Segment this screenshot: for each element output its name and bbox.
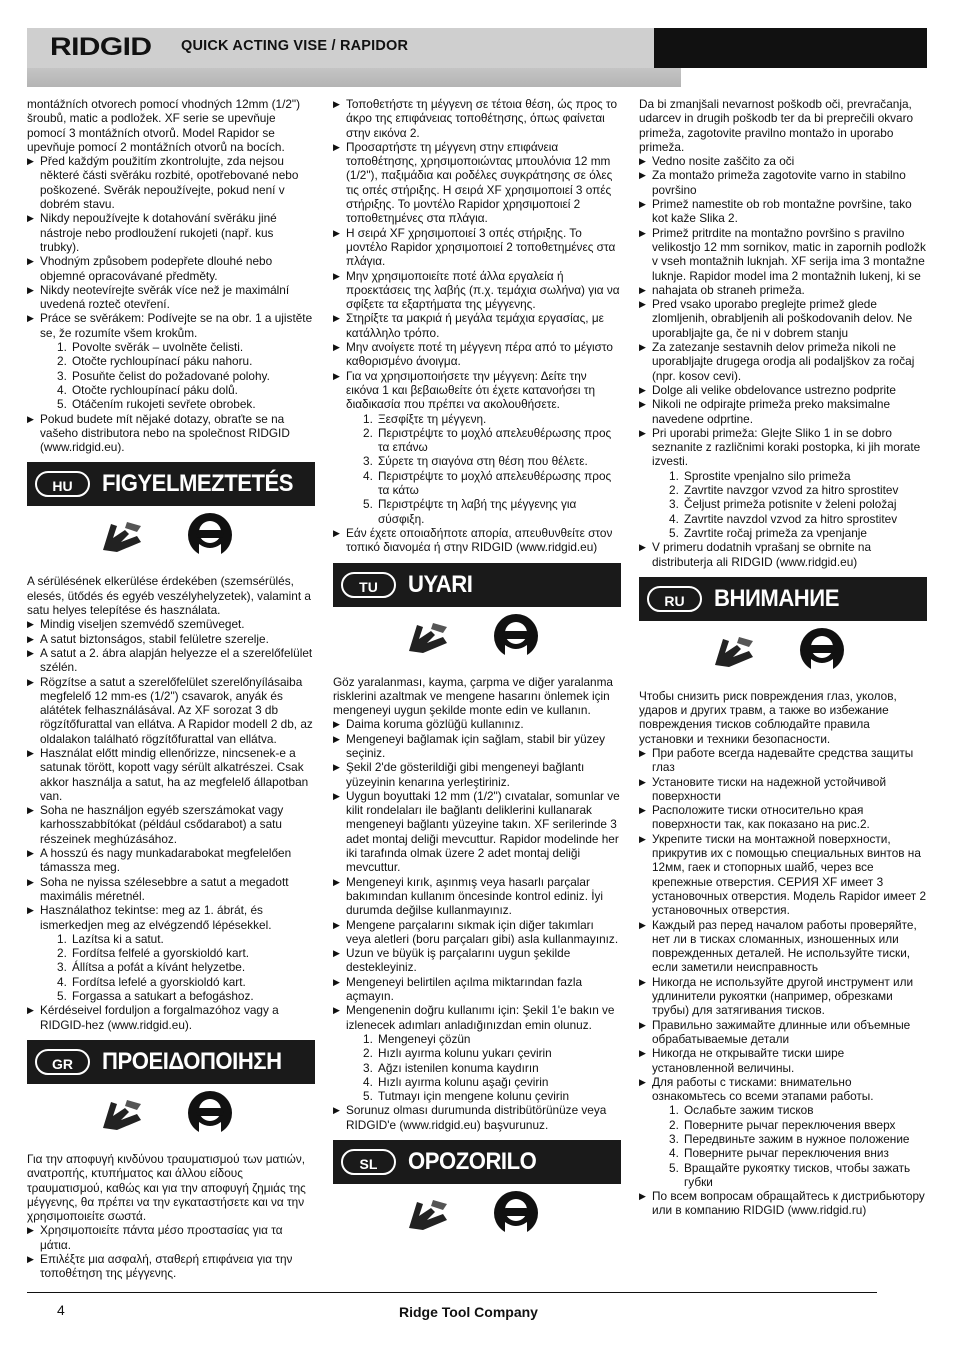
tu-warning-header [333, 563, 621, 607]
bullet-item: ▶ Uygun boyuttaki 12 mm (1/2") cıvatalar, somunlar ve kilit rondelaları ile bağlantı deliklerini kullanarak mengeneyi bağlantı yüzeyine takın. XF serilerinde 3 adet montaj deliği mevcuttur. Rapidor modelinde her iki tarafında olmak üzere 2 adet montaj deliği mevcuttur. [333, 789, 621, 875]
bullet-item: ▶ Primež namestite ob rob montažne površine, tako kot kaže Slika 2. [639, 197, 927, 226]
step-item: Поверните рычаг переключения вверх [684, 1117, 896, 1132]
bullet-item: ▶ Primež pritrdite na montažno površino s pravilno velikostjo 12 mm sornikov, matic in zapornih podložk v vseh montažnih luknjah. XF serija ima 3 montažne luknje. Rapidor model ima 2 montažnih lukenj, ki se [639, 226, 927, 283]
step-item: Tutmayı için mengene kolunu çevirin [378, 1089, 570, 1104]
step-item: Fordítsa felfelé a gyorskioldó kart. [72, 946, 250, 961]
step-item: Zavrtite ročaj primeža za vpenjanje [684, 525, 867, 540]
cz-continuation: montážních otvorech pomocí vhodných 12mm (1/2") šroubů, matic a podložek. XF serie se upevňuje pomocí 3 montážních otvorů. Model Rapidor se upevňuje pomocí 2 montážních otvorů na bocích. [27, 97, 301, 154]
step-item: Περιστρέψτε τη λαβή της μέγγενης για σύσφιξη. [378, 497, 577, 526]
bullet-item: ▶ Vhodným způsobem podepřete dlouhé nebo objemné opracovávané předměty. [27, 254, 315, 283]
bullet-item: ▶ Προσαρτήστε τη μέγγενη στην επιφάνεια τοποθέτησης, χρησιμοποιώντας μπουλόνια 12 mm (1/2"), παξιμάδια και ροδέλες συγκράτησης σε όλες τις οπές στήριξης. Η σειρά XF χρησιμοποιεί 3 οπές στήριξης. Το μοντέλο Rapidor χρησιμοποιεί 2 τοποθετημένες στα πλάγια. [333, 140, 621, 226]
ru-lang-badge: RU [647, 586, 702, 612]
cz-bullets [27, 154, 315, 340]
bullet-item: ▶ Pri uporabi primeža: Glejte Sliko 1 in se dobro seznanite z različnimi koraki postopka, ki jih morate izvesti. [639, 426, 927, 469]
step-item: Sprostite vpenjalno silo primeža [684, 468, 851, 483]
tu-lang-badge: TU [341, 572, 396, 598]
bullet-item: ▶ Nikdy nepoužívejte k dotahování svěráku jiné nástroje nebo prodloužení rukojeti (např. kus trubky). [27, 211, 315, 254]
bullet-item: ▶ Şekil 2'de gösterildiği gibi mengeneyi bağlantı yüzeyinin kenarına yerleştiriniz. [333, 760, 621, 789]
tu-steps [333, 1032, 621, 1103]
header-black-block [654, 28, 927, 68]
step-item: Передвиньте зажим в нужное положение [684, 1132, 910, 1146]
gr-safety-icons [27, 1090, 315, 1148]
bullet-item: ▶ Τοποθετήστε τη μέγγενη σε τέτοια θέση, ώς προς το άκρο της επιφάνειας τοποθέτησης, όπως φαίνεται στην εικόνα 2. [333, 97, 621, 140]
bullet-item: ▶ Mindig viseljen szemvédő szemüveget. [27, 617, 315, 631]
bullet-item: ▶ Установите тиски на надежной устойчивой поверхности [639, 775, 927, 804]
pinch-hazard-icon [403, 1194, 453, 1234]
tu-bullets [333, 717, 621, 1032]
bullet-item: ▶ Μην ανοίγετε ποτέ τη μέγγενη πέρα από το μέγιστο καθορισμένο άνοιγμα. [333, 340, 621, 369]
bullet-item: ▶ Nikoli ne odpirajte primeža preko maksimalne navedene odprtine. [639, 397, 927, 426]
column-1 [27, 97, 315, 1281]
ru-steps [639, 1103, 927, 1189]
step-item: Поверните рычаг переключения вниз [684, 1146, 889, 1161]
tu-last: ▶ Sorunuz olması durumunda distribütörünüze veya RIDGID'e (www.ridgid.eu) başvurunuz. [333, 1103, 621, 1132]
step-item: Ξεσφίξτε τη μέγγενη. [378, 411, 487, 426]
ru-safety-icons [639, 627, 927, 685]
hu-bullets [27, 617, 315, 932]
bullet-item: ▶ nahajata ob straneh primeža. [639, 283, 927, 297]
step-item: Σύρετε τη σιαγόνα στη θέση που θέλετε. [378, 454, 588, 469]
sl-steps [639, 469, 927, 540]
bullet-item: ▶ Soha ne nyissa szélesebbre a satut a megadott maximális méretnél. [27, 875, 315, 904]
footer-company: Ridge Tool Company [399, 1304, 538, 1320]
gr-lang-badge: GR [35, 1049, 90, 1075]
ru-last: ▶ По всем вопросам обращайтесь к дистрибьютору или в компанию RIDGID (www.ridgid.ru) [639, 1189, 927, 1218]
bullet-item: ▶ Rögzítse a satut a szerelőfelület szerelőnyílásaiba megfelelő 12 mm-es (1/2") csavarok, anyák és alátétek felhasználásával. Az XF sorozat 3 db rögzítőfurattal van ellátva. A Rapidor modell 2 db, az oldalakon található rögzítőfurattal van ellátva. [27, 675, 315, 746]
bullet-item: ▶ Mengene parçalarını sıkmak için diğer takımları veya aletleri (boru parçaları gibi) asla kullanmayınız. [333, 918, 621, 947]
bullet-item: ▶ Укрепите тиски на монтажной поверхности, прикрутив их с помощью специальных винтов на 12мм, гаек и стопорных шайб, через все крепежные отверстия. СЕРИЯ XF имеет 3 установочных отверстия. Модель Rapidor имеет 2 установочных отверстия. [639, 832, 927, 918]
bullet-item: ▶ Χρησιμοποιείτε πάντα μέσο προστασίας για τα μάτια. [27, 1223, 315, 1252]
bullet-item: ▶ Vedno nosite zaščito za oči [639, 154, 927, 168]
step-item: Otáčením rukojeti sevřete obrobek. [72, 397, 256, 412]
step-item: Mengeneyi çözün [378, 1031, 471, 1046]
sl-warning-title: OPOZORILO [408, 1148, 537, 1175]
bullet-item: ▶ Никогда не используйте другой инструмент или удлинители рукоятки (например, обрезками трубы) для затягивания тисков. [639, 975, 927, 1018]
tu-warning-title: UYARI [408, 570, 473, 598]
bullet-item: ▶ Mengeneyi belirtilen açılma miktarından fazla açmayın. [333, 975, 621, 1004]
sl-safety-icons [333, 1190, 621, 1248]
step-item: Otočte rychloupínací páku nahoru. [72, 354, 253, 369]
footer-rule [27, 1292, 877, 1293]
bullet-item: ▶ A hosszú és nagy munkadarabokat megfelelően támassza meg. [27, 846, 315, 875]
bullet-item: ▶ Před každým použitím zkontrolujte, zda nejsou některé části svěráku rozbité, opotřebované nebo poškozené. Svěrák nepoužívejte, pokud není v dobrém stavu. [27, 154, 315, 211]
gr-bullets-1 [27, 1223, 315, 1280]
hu-lang-badge: HU [35, 471, 90, 497]
step-item: Περιστρέψτε το μοχλό απελευθέρωσης προς τα κάτω [378, 468, 612, 498]
pinch-hazard-icon [403, 617, 453, 657]
ru-warning-title: ВНИМАНИЕ [714, 584, 839, 612]
header-title: QUICK ACTING VISE / RAPIDOR [181, 38, 409, 54]
hu-steps [27, 932, 315, 1003]
bullet-item: ▶ Правильно зажимайте длинные или объемные обрабатываемые детали [639, 1018, 927, 1047]
bullet-item: ▶ Uzun ve büyük iş parçalarını uygun şekilde destekleyiniz. [333, 946, 621, 975]
step-item: Вращайте рукоятку тисков, чтобы зажать губки [684, 1160, 911, 1189]
hu-warning-title: FIGYELMEZTETÉS [102, 470, 294, 498]
pinch-hazard-icon [97, 516, 147, 556]
gr-last: ▶ Εάν έχετε οποιαδήποτε απορία, απευθυνθείτε στον τοπικό διανομέα ή στην RIDGID (www.ridgid.eu) [333, 526, 621, 555]
gr-intro: Για την αποφυγή κινδύνου τραυματισμού των ματιών, ανατροπής, κτυπήματος και άλλου είδους τραυματισμού, καθώς και για την αποφυγή ζημιάς της μέγγενης, θα πρέπει να την εγκαταστήσετε και να την χρησιμοποιείτε σωστά. [27, 1151, 306, 1224]
ru-intro: Чтобы снизить риск повреждения глаз, уколов, ударов и других травм, а также во избежание повреждения тисков соблюдайте правила установки и техники безопасности. [639, 688, 897, 746]
gr-bullets-2 [333, 97, 621, 412]
bullet-item: ▶ Никогда не открывайте тиски шире установленной величины. [639, 1046, 927, 1075]
bullet-item: ▶ A satut a 2. ábra alapján helyezze el a szerelőfelület szélén. [27, 646, 315, 675]
step-item: Fordítsa lefelé a gyorskioldó kart. [72, 974, 246, 989]
cz-steps [27, 340, 315, 411]
step-item: Περιστρέψτε το μοχλό απελευθέρωσης προς τα επάνω [378, 425, 612, 455]
sl-intro: Da bi zmanjšali nevarnost poškodb oči, prevračanja, udarcev in drugih poškodb ter da bi preprečili okvaro primeža, zagotovite pravilno montažo in uporabo primeža. [639, 97, 914, 154]
gr-warning-header [27, 1040, 315, 1084]
bullet-item: ▶ Mengeneyi bağlamak için sağlam, stabil bir yüzey seçiniz. [333, 732, 621, 761]
ridgid-logo: RIDGID [50, 33, 152, 61]
eye-protection-icon [799, 627, 845, 673]
bullet-item: ▶ Za montažo primeža zagotovite varno in stabilno površino [639, 168, 927, 197]
pinch-hazard-icon [709, 631, 759, 671]
bullet-item: ▶ Mengenenin doğru kullanımı için: Şekil 1'e bakın ve izlenecek adımları anladığınızdan emin olunuz. [333, 1003, 621, 1032]
page-number: 4 [57, 1302, 65, 1318]
eye-protection-icon [493, 613, 539, 659]
header-strip [27, 68, 681, 87]
column-3 [639, 97, 927, 1218]
tu-safety-icons [333, 613, 621, 671]
step-item: Posuňte čelist do požadované polohy. [72, 368, 270, 383]
bullet-item: ▶ Каждый раз перед началом работы проверяйте, нет ли в тисках сломанных, изношенных или поврежденных деталей. Не используйте тиски, если заметили неисправность [639, 918, 927, 975]
ru-warning-header [639, 577, 927, 621]
step-item: Állítsa a pofát a kívánt helyzetbe. [72, 960, 246, 975]
bullet-item: ▶ Η σειρά XF χρησιμοποιεί 3 οπές στήριξης. Το μοντέλο Rapidor χρησιμοποιεί 2 τοποθετημένες στα πλάγια. [333, 226, 621, 269]
eye-protection-icon [493, 1190, 539, 1236]
bullet-item: ▶ Dolge ali velike obdelovance ustrezno podprite [639, 383, 927, 397]
step-item: Zavrtite navzgor vzvod za hitro sprostitev [684, 483, 899, 498]
bullet-item: ▶ Használat előtt mindig ellenőrizze, nincsenek-e a satunak törött, kopott vagy sérült alkatrészei. Csak akkor használja a satut, ha az megfelelő állapotban van. [27, 746, 315, 803]
eye-protection-icon [187, 512, 233, 558]
pinch-hazard-icon [97, 1094, 147, 1134]
hu-intro: A sérülésének elkerülése érdekében (szemsérülés, elesés, ütődés és egyéb veszélyhelyzetek), valamint a satu helyes telepítése és használata. [27, 574, 311, 618]
sl-lang-badge: SL [341, 1149, 396, 1175]
step-item: Hızlı ayırma kolunu aşağı çevirin [378, 1074, 549, 1089]
bullet-item: ▶ При работе всегда надевайте средства защиты глаз [639, 746, 927, 775]
tu-intro: Göz yaralanması, kayma, çarpma ve diğer yaralanma risklerini azaltmak ve mengene hasarını önlemek için mengeneyi uygun şekilde monte edin ve kullanın. [333, 674, 613, 718]
hu-last: ▶ Kérdéseivel forduljon a forgalmazóhoz vagy a RIDGID-hez (www.ridgid.eu). [27, 1003, 315, 1032]
step-item: Forgassa a satukart a befogáshoz. [72, 989, 254, 1004]
bullet-item: ▶ Pred vsako uporabo preglejte primež glede zlomljenih, obrabljenih ali poškodovanih delov. Ne uporabljajte ga, če ni v dobrem stanju [639, 297, 927, 340]
bullet-item: ▶ Στηρίξτε τα μακριά ή μεγάλα τεμάχια εργασίας, με κατάλληλο τρόπο. [333, 311, 621, 340]
sl-bullets [639, 154, 927, 469]
step-item: Ослабьте зажим тисков [684, 1103, 814, 1118]
bullet-item: ▶ Для работы с тисками: внимательно ознакомьтесь со всеми этапами работы. [639, 1075, 927, 1104]
bullet-item: ▶ Práce se svěrákem: Podívejte se na obr. 1 a ujistěte se, že rozumíte všem krokům. [27, 311, 315, 340]
eye-protection-icon [187, 1090, 233, 1136]
bullet-item: ▶ A satut biztonságos, stabil felületre szerelje. [27, 632, 315, 646]
gr-warning-title: ΠΡΟΕΙΔΟΠΟΙΗΣΗ [102, 1047, 282, 1075]
bullet-item: ▶ Επιλέξτε μια ασφαλή, σταθερή επιφάνεια για την τοποθέτηση της μέγγενης. [27, 1252, 315, 1281]
bullet-item: ▶ Μην χρησιμοποιείτε ποτέ άλλα εργαλεία ή προεκτάσεις της λαβής (π.χ. τεμάχια σωλήνα) για να σφίξετε τα εξαρτήματα της μέγγενης. [333, 269, 621, 312]
bullet-item: ▶ Soha ne használjon egyéb szerszámokat vagy karhosszabbítókat (például csődarabot) a satu részeinek meghúzásához. [27, 803, 315, 846]
gr-steps [333, 412, 621, 526]
step-item: Lazítsa ki a satut. [72, 931, 164, 946]
hu-safety-icons [27, 512, 315, 570]
ru-bullets [639, 746, 927, 1103]
step-item: Ağzı istenilen konuma kaydırın [378, 1060, 539, 1075]
column-2 [333, 97, 621, 1252]
bullet-item: ▶ Használathoz tekintse: meg az 1. ábrát, és ismerkedjen meg az elvégzendő lépésekkel. [27, 903, 315, 932]
step-item: Hızlı ayırma kolunu yukarı çevirin [378, 1046, 552, 1061]
bullet-item: ▶ Расположите тиски относительно края поверхности так, как показано на рис.2. [639, 803, 927, 832]
step-item: Povolte svěrák – uvolněte čelisti. [72, 340, 244, 355]
bullet-item: ▶ Για να χρησιμοποιήσετε την μέγγενη: Δείτε την εικόνα 1 και βεβαιωθείτε ότι έχετε κατανοήσει τη διαδικασία που πρέπει να ακολουθήσετε. [333, 369, 621, 412]
cz-last: ▶ Pokud budete mít nějaké dotazy, obraťte se na vašeho distributora nebo na společnost RIDGID (www.ridgid.eu). [27, 412, 315, 455]
bullet-item: ▶ Mengeneyi kırık, aşınmış veya hasarlı parçalar bakımından kullanım öncesinde kontrol ediniz. İyi durumda değilse kullanmayınız. [333, 875, 621, 918]
bullet-item: ▶ Nikdy neotevírejte svěrák více než je maximální uvedená rozteč otevření. [27, 283, 315, 312]
hu-warning-header [27, 462, 315, 506]
bullet-item: ▶ Za zatezanje sestavnih delov primeža nikoli ne uporabljajte drugega orodja ali podaljškov za ročaj (npr. kosov cevi). [639, 340, 927, 383]
sl-warning-header [333, 1140, 621, 1184]
step-item: Otočte rychloupínací páku dolů. [72, 382, 238, 397]
step-item: Čeljust primeža potisnite v želeni položaj [684, 497, 897, 512]
sl-last: ▶ V primeru dodatnih vprašanj se obrnite na distributerja ali RIDGID (www.ridgid.eu) [639, 540, 927, 569]
bullet-item: ▶ Daima koruma gözlüğü kullanınız. [333, 717, 621, 731]
step-item: Zavrtite navzdol vzvod za hitro sprostitev [684, 511, 898, 526]
